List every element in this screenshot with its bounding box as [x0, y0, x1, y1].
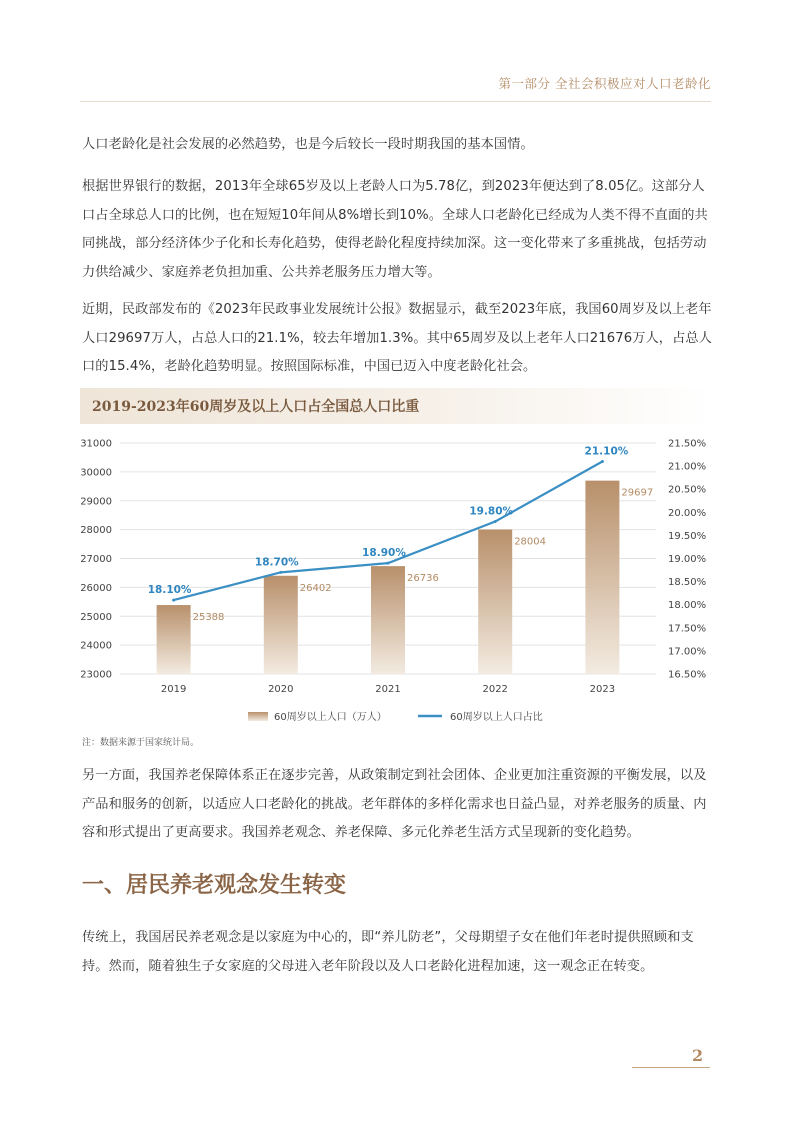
bar: [264, 576, 298, 674]
paragraph-3: 近期，民政部发布的《2023年民政事业发展统计公报》数据显示，截至2023年底，我国60周岁及以上老年人口29697万人，占总人口的21.1%，较去年增加1.3%。其中65周岁及以上老年人口21676万人，占总人口的15.4%，老龄化趋势明显。按照国际标准，中国已迈入中度老龄化社会。: [82, 302, 712, 374]
bar: [371, 566, 405, 674]
bar: [478, 530, 512, 674]
paragraph-5: 传统上，我国居民养老观念是以家庭为中心的，即“养儿防老”，父母期望子女在他们年老时提供照顾和支持。然而，随着独生子女家庭的父母进入老年阶段以及人口老龄化进程加速，这一观念正在转变。: [82, 930, 694, 974]
x-tick-label: 2021: [375, 684, 401, 695]
y-right-tick-label: 16.50%: [668, 669, 707, 681]
y-left-tick-label: 31000: [80, 438, 112, 450]
y-right-tick-label: 17.50%: [668, 623, 707, 635]
y-left-tick-label: 30000: [80, 467, 112, 479]
legend-bar-swatch: [248, 712, 268, 721]
x-tick-label: 2019: [160, 684, 187, 695]
bar-value-label: 28004: [514, 536, 547, 548]
x-tick-label: 2023: [589, 684, 616, 695]
bar-value-label: 25388: [192, 612, 225, 624]
line-value-label: 21.10%: [584, 445, 629, 458]
y-right-tick-label: 18.00%: [668, 600, 707, 612]
y-left-tick-label: 27000: [80, 554, 112, 565]
y-right-tick-label: 19.50%: [668, 530, 707, 542]
bar-value-label: 29697: [621, 487, 654, 499]
population-chart: [80, 430, 712, 735]
header-divider: [80, 101, 711, 102]
y-left-tick-label: 23000: [80, 669, 112, 681]
page-header-title: 第一部分 全社会积极应对人口老龄化: [498, 76, 711, 91]
chart-title-band: [80, 388, 712, 424]
y-right-tick-label: 21.50%: [668, 438, 707, 450]
line-value-label: 18.10%: [147, 584, 192, 597]
bar: [585, 481, 619, 674]
paragraph-2: 根据世界银行的数据，2013年全球65岁及以上老龄人口为5.78亿，到2023年便达到了8.05亿。这部分人口占全球总人口的比例，也在短短10年间从8%增长到10%。全球人口老龄化已经成为人类不得不直面的共同挑战，部分经济体少子化和长寿化趋势，使得老龄化程度持续加深。这一变化带来了多重挑战，包括劳动力供给减少、家庭养老负担加重、公共养老服务压力增大等。: [82, 179, 708, 280]
y-left-tick-label: 25000: [80, 611, 112, 623]
y-right-tick-label: 20.50%: [668, 484, 707, 496]
chart-title: 2019-2023年60周岁及以上人口占全国总人口比重: [92, 399, 420, 415]
y-left-tick-label: 29000: [80, 496, 112, 508]
legend-bar-label: 60周岁以上人口（万人）: [274, 712, 387, 723]
x-tick-label: 2020: [268, 684, 294, 695]
bar-value-label: 26736: [407, 573, 439, 585]
line-point: [387, 562, 390, 565]
line-point: [494, 520, 497, 523]
section-heading: 一、居民养老观念发生转变: [82, 872, 347, 898]
y-right-tick-label: 20.00%: [668, 507, 707, 519]
paragraph-1: 人口老龄化是社会发展的必然趋势，也是今后较长一段时期我国的基本国情。: [82, 137, 534, 152]
legend-line-label: 60周岁以上人口占比: [450, 712, 543, 723]
y-right-tick-label: 18.50%: [668, 577, 707, 589]
paragraph-4: 另一方面，我国养老保障体系正在逐步完善，从政策制定到社会团体、企业更加注重资源的平衡发展，以及产品和服务的创新，以适应人口老龄化的挑战。老年群体的多样化需求也日益凸显，对养老服务的质量、内容和形式提出了更高要求。我国养老观念、养老保障、多元化养老生活方式呈现新的变化趋势。: [82, 768, 707, 840]
y-left-tick-label: 26000: [80, 582, 112, 594]
chart-source-note: 注：数据来源于国家统计局。: [82, 738, 200, 748]
y-right-tick-label: 19.00%: [668, 554, 707, 565]
page-number-rule: [632, 1067, 710, 1068]
bar: [157, 605, 191, 674]
line-point: [601, 460, 604, 463]
y-left-tick-label: 28000: [80, 525, 112, 537]
line-value-label: 19.80%: [469, 505, 514, 518]
y-right-tick-label: 21.00%: [668, 461, 707, 473]
line-value-label: 18.90%: [362, 547, 406, 560]
page-number: 2: [692, 1046, 704, 1065]
line-point: [172, 599, 175, 602]
x-tick-label: 2022: [482, 684, 508, 695]
y-left-tick-label: 24000: [80, 640, 112, 652]
line-value-label: 18.70%: [254, 556, 299, 569]
bar-value-label: 26402: [299, 582, 332, 594]
line-point: [279, 571, 282, 574]
y-right-tick-label: 17.00%: [668, 646, 707, 658]
